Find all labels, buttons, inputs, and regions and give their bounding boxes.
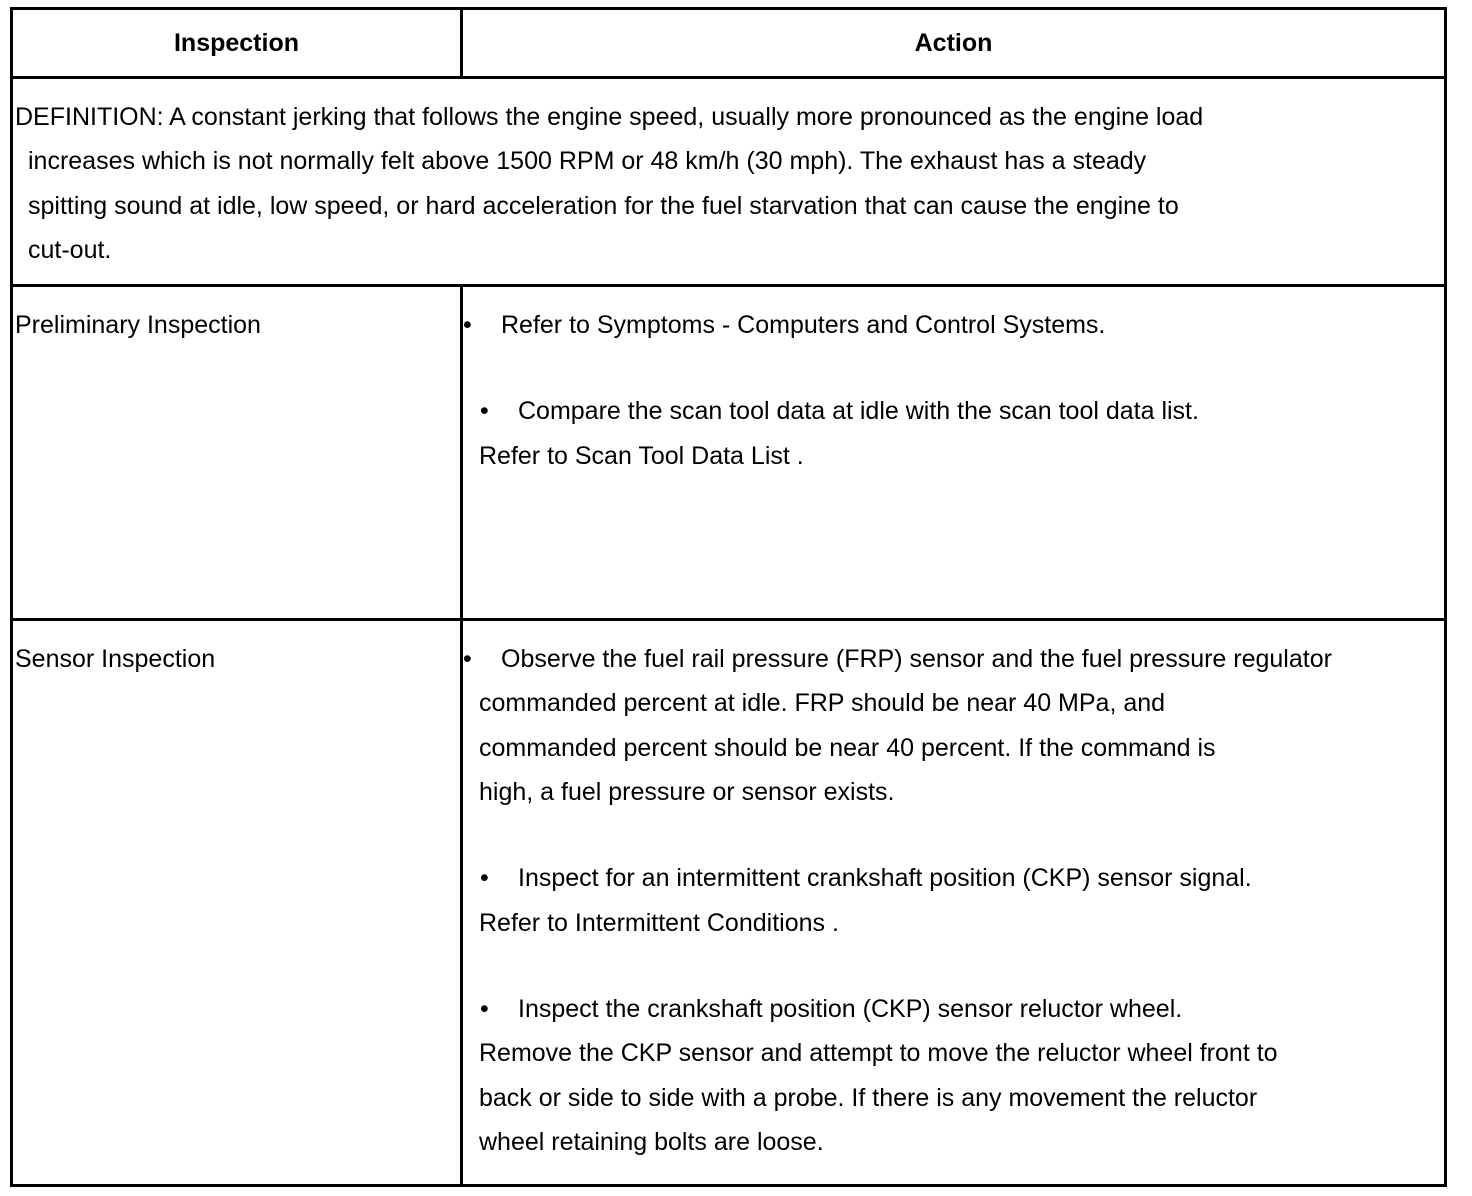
action-line: commanded percent at idle. FRP should be near 40 MPa, and — [479, 689, 1166, 717]
row-label: Preliminary Inspection — [15, 311, 261, 339]
action-line: back or side to side with a probe. If there is any movement the reluctor — [479, 1084, 1258, 1112]
definition-line: increases which is not normally felt above 1500 RPM or 48 km/h (30 mph). The exhaust has a steady — [28, 147, 1147, 175]
bullet-icon: • — [480, 995, 489, 1023]
action-line: Observe the fuel rail pressure (FRP) sensor and the fuel pressure regulator — [501, 645, 1332, 673]
definition-line: spitting sound at idle, low speed, or hard acceleration for the fuel starvation that can cause the engine to — [28, 192, 1179, 220]
bullet-icon: • — [463, 645, 472, 673]
action-line: Inspect the crankshaft position (CKP) sensor reluctor wheel. — [518, 995, 1183, 1023]
header-action: Action — [914, 28, 993, 57]
action-line: Compare the scan tool data at idle with the scan tool data list. — [518, 397, 1199, 425]
action-line: commanded percent should be near 40 percent. If the command is — [479, 734, 1216, 762]
bullet-icon: • — [480, 864, 489, 892]
header-inspection: Inspection — [173, 28, 299, 57]
definition-line: cut-out. — [28, 236, 112, 264]
action-line: high, a fuel pressure or sensor exists. — [479, 778, 895, 806]
header-divider — [13, 76, 1444, 79]
action-line: Remove the CKP sensor and attempt to move the reluctor wheel front to — [479, 1039, 1278, 1067]
bullet-icon: • — [480, 397, 489, 425]
inspection-table — [10, 7, 1447, 1187]
action-line: Refer to Symptoms - Computers and Control Systems. — [501, 311, 1106, 339]
action-line: Inspect for an intermittent crankshaft position (CKP) sensor signal. — [518, 864, 1252, 892]
action-line: Refer to Intermittent Conditions . — [479, 909, 839, 937]
action-line: Refer to Scan Tool Data List . — [479, 442, 804, 470]
row-divider — [13, 618, 1444, 621]
column-divider-body — [460, 284, 463, 1184]
row-label: Sensor Inspection — [15, 645, 216, 673]
bullet-icon: • — [463, 311, 472, 339]
definition-divider — [13, 284, 1444, 287]
definition-line: DEFINITION: A constant jerking that follows the engine speed, usually more pronounced as the engine load — [15, 103, 1204, 131]
action-line: wheel retaining bolts are loose. — [479, 1128, 824, 1156]
